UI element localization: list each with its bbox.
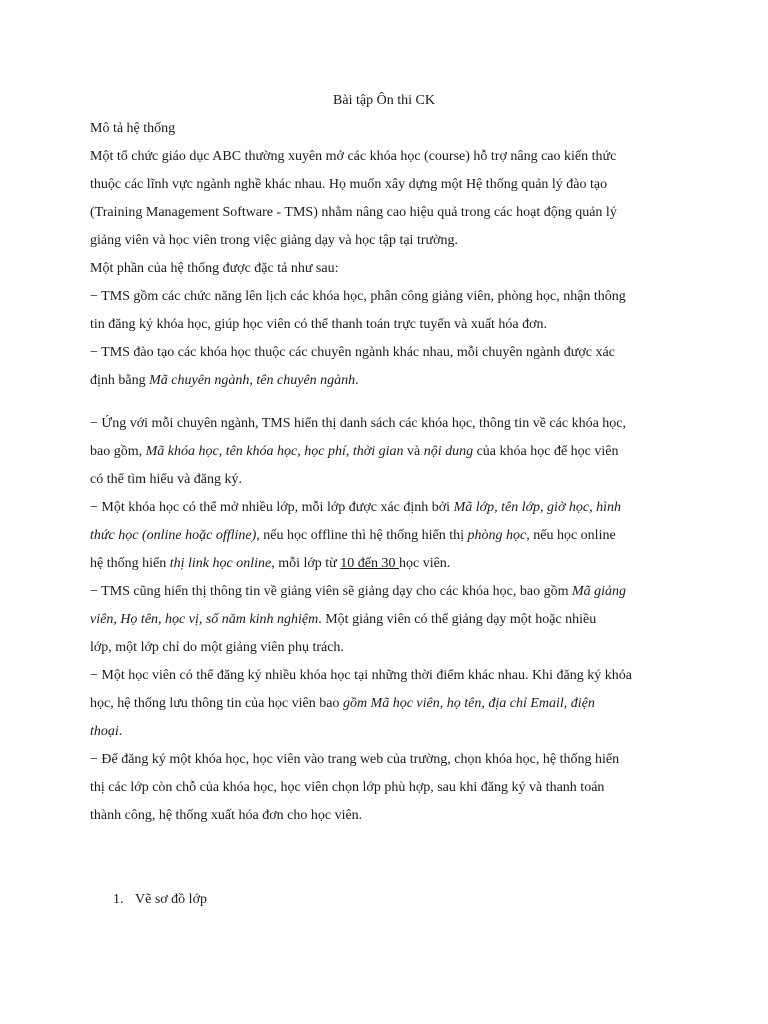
- bullet-line: có thể tìm hiểu và đăng ký.: [90, 472, 243, 487]
- text-run: định bằng: [90, 373, 150, 388]
- bullet-line: − TMS gồm các chức năng lên lịch các khóa học, phân công giảng viên, phòng học, nhận thông: [90, 289, 626, 304]
- italic-term: học phí: [304, 444, 346, 459]
- bullet-line: [90, 499, 650, 517]
- italic-term: Mã giảng: [571, 584, 627, 599]
- italic-term: Mã khóa học: [145, 444, 219, 459]
- intro-line: Một tổ chức giáo dục ABC thường xuyên mở các khóa học (course) hỗ trợ nâng cao kiến thức: [90, 149, 617, 164]
- text-run: − Một khóa học có thể mở nhiều lớp, mỗi lớp được xác định bởi: [90, 500, 454, 515]
- italic-term: thoại: [90, 724, 119, 739]
- bullet-line: [90, 583, 650, 601]
- document-title: Bài tập Ôn thi CK: [333, 93, 435, 108]
- task-label: Vẽ sơ đồ lớp: [135, 892, 207, 907]
- bullet-line: − Để đăng ký một khóa học, học viên vào trang web của trường, chọn khóa học, hệ thống hiển: [90, 752, 620, 767]
- section-heading: Mô tả hệ thống: [90, 121, 176, 136]
- bullet-line: − TMS đào tạo các khóa học thuộc các chuyên ngành khác nhau, mỗi chuyên ngành được xác: [90, 345, 615, 360]
- bullet-line: thành công, hệ thống xuất hóa đơn cho học viên.: [90, 808, 363, 823]
- bullet-line: thị các lớp còn chỗ của khóa học, học viên chọn lớp phù hợp, sau khi đăng ký và thanh toán: [90, 780, 605, 795]
- italic-term: thị link học online: [169, 556, 272, 571]
- text-run: .: [355, 373, 359, 388]
- underlined-range: 10 đến 30: [340, 556, 399, 571]
- text-run: , nếu học online: [526, 528, 616, 543]
- text-run: ,: [297, 444, 305, 459]
- bullet-line: − Một học viên có thể đăng ký nhiều khóa học tại những thời điểm khác nhau. Khi đăng ký khóa: [90, 668, 632, 683]
- bullet-line: [90, 527, 650, 545]
- bullet-line: tin đăng ký khóa học, giúp học viên có thể thanh toán trực tuyến và xuất hóa đơn.: [90, 317, 548, 332]
- italic-term: thời gian: [352, 444, 404, 459]
- spec-intro: Một phần của hệ thống được đặc tả như sau:: [90, 261, 339, 276]
- task-item: [0, 891, 768, 909]
- intro-line: giảng viên và học viên trong việc giảng dạy và học tập tại trường.: [90, 233, 458, 248]
- italic-term: phòng học: [467, 528, 527, 543]
- text-run: .: [118, 724, 123, 739]
- text-run: của khóa học để học viên: [473, 444, 619, 459]
- italic-term: gồm Mã học viên, họ tên, địa chỉ Email, điện: [342, 696, 595, 711]
- text-run: hệ thống hiển: [90, 556, 170, 571]
- bullet-line: lớp, một lớp chỉ do một giảng viên phụ trách.: [90, 640, 344, 655]
- text-run: , mỗi lớp từ: [271, 556, 341, 571]
- text-run: − TMS cũng hiển thị thông tin về giảng viên sẽ giảng dạy cho các khóa học, bao gồm: [90, 584, 572, 599]
- bullet-line: [90, 695, 650, 713]
- text-run: ,: [345, 444, 353, 459]
- italic-term: Mã chuyên ngành, tên chuyên ngành: [149, 373, 356, 388]
- text-run: học, hệ thống lưu thông tin của học viên bao: [90, 696, 343, 711]
- italic-term: nội dung: [423, 444, 474, 459]
- italic-term: tên khóa học: [225, 444, 298, 459]
- intro-line: (Training Management Software - TMS) nhằm nâng cao hiệu quả trong các hoạt động quản lý: [90, 205, 617, 220]
- italic-term: thức học (online hoặc offline): [90, 528, 257, 543]
- text-run: học viên.: [398, 556, 451, 571]
- bullet-line: − Ứng với mỗi chuyên ngành, TMS hiển thị danh sách các khóa học, thông tin về các khóa học,: [90, 416, 626, 431]
- task-number: 1.: [113, 892, 124, 907]
- text-run: . Một giảng viên có thể giảng dạy một hoặc nhiều: [318, 612, 597, 627]
- text-run: và: [403, 444, 424, 459]
- bullet-line: [90, 372, 650, 390]
- text-run: , nếu học offline thì hệ thống hiển thị: [256, 528, 468, 543]
- bullet-line: [90, 611, 650, 629]
- italic-term: viên, Họ tên, học vị, số năm kinh nghiệm: [90, 612, 319, 627]
- bullet-line: [90, 443, 650, 461]
- text-run: ,: [218, 444, 226, 459]
- bullet-line: [90, 723, 650, 741]
- bullet-line: [90, 555, 650, 573]
- intro-line: thuộc các lĩnh vực ngành nghề khác nhau. Họ muốn xây dựng một Hệ thống quản lý đào tạo: [90, 177, 608, 192]
- italic-term: Mã lớp, tên lớp, giờ học, hình: [453, 500, 622, 515]
- text-run: bao gồm,: [90, 444, 146, 459]
